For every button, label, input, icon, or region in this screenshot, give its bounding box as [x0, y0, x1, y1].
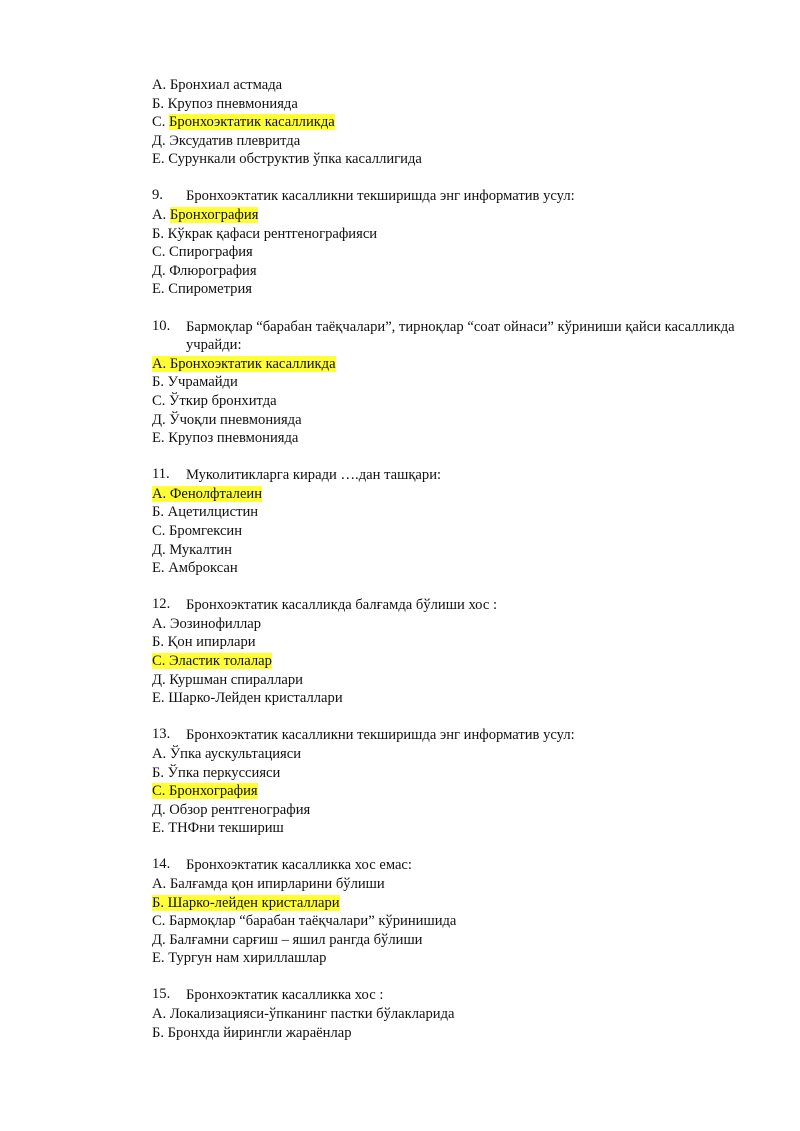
option-text: Д. Мукалтин — [152, 541, 232, 558]
option-text: Е. Крупоз пневмонияда — [152, 430, 299, 447]
answer-option — [152, 801, 752, 820]
answer-option — [152, 633, 752, 652]
answer-option — [152, 912, 752, 931]
question-stem — [152, 596, 752, 615]
option-letter: С. — [152, 114, 170, 131]
highlighted-answer: Б. Шарко-лейден кристаллари — [152, 894, 340, 911]
question-number: 13. — [152, 726, 171, 743]
option-text: Е. Шарко-Лейден кристаллари — [152, 690, 343, 707]
highlighted-answer: Бронхография — [169, 207, 259, 224]
answer-option — [152, 615, 752, 634]
question-stem — [152, 466, 752, 485]
answer-option — [152, 262, 752, 281]
highlighted-answer: А. Бронхоэктатик касалликда — [152, 355, 336, 372]
answer-option — [152, 429, 752, 448]
question-text: Бронхоэктатик касалликка хос : — [186, 987, 384, 1004]
highlighted-answer: С. Эластик толалар — [152, 653, 272, 670]
option-text: Б. Ацетилцистин — [152, 504, 259, 521]
answer-option — [152, 411, 752, 430]
option-text: А. Локализацияси-ўпканинг пастки бўлакларида — [152, 1006, 455, 1023]
answer-option — [152, 652, 752, 671]
question-text: Муколитикларга киради ….дан ташқари: — [186, 467, 442, 484]
answer-option — [152, 819, 752, 838]
option-text: Е. Сурункали обструктив ўпка касаллигида — [152, 151, 422, 168]
answer-option — [152, 503, 752, 522]
option-text: Б. Бронхда йирингли жараёнлар — [152, 1024, 352, 1041]
answer-option — [152, 392, 752, 411]
answer-option — [152, 782, 752, 801]
answer-option — [152, 689, 752, 708]
answer-option — [152, 280, 752, 299]
answer-option — [152, 559, 752, 578]
question-number: 11. — [152, 466, 170, 483]
option-text: А. Балғамда қон ипирларини бўлиши — [152, 875, 385, 892]
answer-option — [152, 95, 752, 114]
question-block-q12 — [152, 596, 752, 708]
option-text: Д. Обзор рентгенография — [152, 801, 311, 818]
option-text: А. Ўпка аускультацияси — [152, 745, 302, 762]
option-text: Б. Қон ипирлари — [152, 634, 256, 651]
question-text: Бронхоэктатик касалликни текширишда энг информатив усул: — [186, 188, 575, 205]
question-block-q11 — [152, 466, 752, 578]
answer-option — [152, 243, 752, 262]
answer-option — [152, 76, 752, 95]
question-text: Бронхоэктатик касалликда балғамда бўлиши хос : — [186, 597, 498, 614]
option-text: Б. Кўкрак қафаси рентгенографияси — [152, 225, 378, 242]
answer-option — [152, 745, 752, 764]
option-text: С. Бромгексин — [152, 522, 243, 539]
option-text: С. Бармоқлар “барабан таёқчалари” кўринишида — [152, 913, 457, 930]
answer-option — [152, 150, 752, 169]
option-text: А. Эозинофиллар — [152, 615, 262, 632]
question-block-q13 — [152, 726, 752, 838]
answer-option — [152, 949, 752, 968]
answer-option — [152, 671, 752, 690]
question-stem — [152, 986, 752, 1005]
answer-option — [152, 485, 752, 504]
option-letter: А. — [152, 207, 170, 224]
option-text: С. Спирография — [152, 244, 253, 261]
question-number: 15. — [152, 986, 171, 1003]
question-block-q8 — [152, 76, 752, 169]
question-number: 10. — [152, 317, 171, 334]
highlighted-answer: С. Бронхография — [152, 783, 258, 800]
question-block-q14 — [152, 856, 752, 968]
option-text: Е. ТНФни текшириш — [152, 820, 284, 837]
answer-option — [152, 132, 752, 151]
answer-option — [152, 113, 752, 132]
option-text: А. Бронхиал астмада — [152, 77, 283, 93]
question-stem — [152, 318, 752, 355]
answer-option — [152, 355, 752, 374]
option-text: Б. Крупоз пневмонияда — [152, 95, 298, 112]
option-text: Д. Эксудатив плевритда — [152, 132, 301, 149]
option-text: Д. Куршман спираллари — [152, 671, 303, 688]
answer-option — [152, 1024, 752, 1043]
answer-option — [152, 764, 752, 783]
option-text: Д. Балғамни сарғиш – яшил рангда бўлиши — [152, 931, 423, 948]
question-number: 9. — [152, 187, 163, 204]
answer-option — [152, 931, 752, 950]
question-stem — [152, 726, 752, 745]
highlighted-answer: А. Фенолфталеин — [152, 485, 263, 502]
option-text: С. Ўткир бронхитда — [152, 392, 277, 409]
option-text: Е. Тургун нам хириллашлар — [152, 950, 327, 967]
question-number: 12. — [152, 596, 171, 613]
question-block-q15 — [152, 986, 752, 1042]
question-list — [152, 76, 752, 1061]
question-number: 14. — [152, 856, 171, 873]
question-text: Бронхоэктатик касалликка хос емас: — [186, 857, 412, 874]
option-text: Д. Ўчоқли пневмонияда — [152, 411, 302, 428]
answer-option — [152, 541, 752, 560]
option-text: Б. Ўпка перкуссияси — [152, 764, 281, 781]
question-block-q10 — [152, 318, 752, 448]
answer-option — [152, 875, 752, 894]
answer-option — [152, 206, 752, 225]
option-text: Б. Учрамайди — [152, 374, 238, 391]
question-block-q9 — [152, 187, 752, 299]
answer-option — [152, 522, 752, 541]
answer-option — [152, 225, 752, 244]
option-text: Е. Спирометрия — [152, 281, 252, 298]
question-stem — [152, 187, 752, 206]
option-text: Д. Флюрография — [152, 262, 257, 279]
answer-option — [152, 373, 752, 392]
question-text: Бармоқлар “барабан таёқчалари”, тирноқлар “соат ойнаси” кўриниши қайси касалликда учрайди: — [186, 318, 735, 354]
answer-option — [152, 1005, 752, 1024]
highlighted-answer: Бронхоэктатик касалликда — [169, 114, 335, 131]
question-text: Бронхоэктатик касалликни текширишда энг информатив усул: — [186, 727, 575, 744]
question-stem — [152, 856, 752, 875]
answer-option — [152, 894, 752, 913]
option-text: Е. Амброксан — [152, 560, 238, 577]
